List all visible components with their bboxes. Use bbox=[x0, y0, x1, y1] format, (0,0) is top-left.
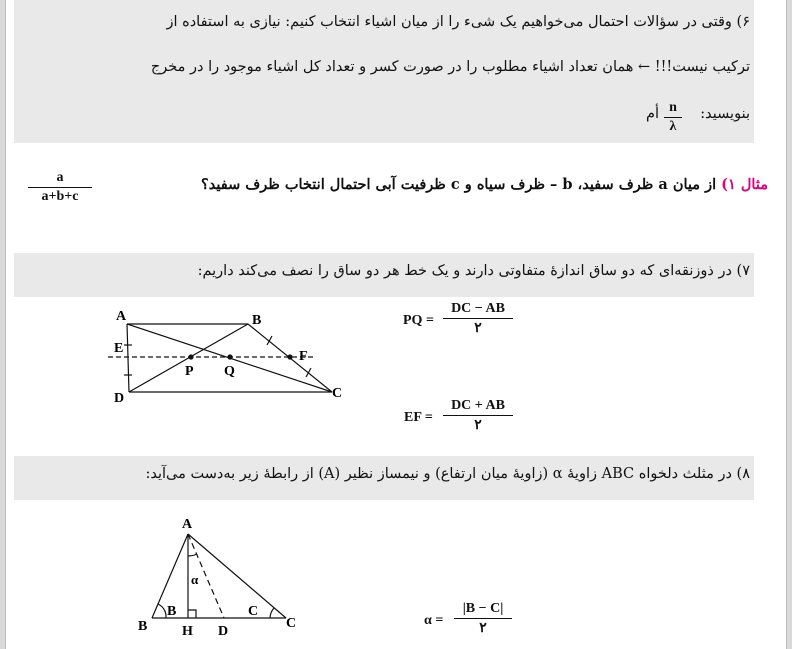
formula-ef-den: ۲ bbox=[474, 418, 482, 433]
example1-text: از میان a ظرف سفید، b – ظرف سیاه و c ظرفیت آبی احتمال انتخاب ظرف سفید؟ bbox=[201, 176, 717, 193]
point-label-e: E bbox=[114, 341, 124, 356]
formula-alpha-fraction bbox=[454, 601, 512, 637]
fraction-bar bbox=[664, 117, 682, 118]
item6-frac-den: λ bbox=[669, 119, 677, 134]
fraction-bar bbox=[443, 318, 513, 319]
point-label-b: B bbox=[252, 313, 262, 328]
angle-label-c: C bbox=[248, 604, 259, 619]
formula-alpha-lhs: α = bbox=[424, 613, 444, 628]
angle-label-alpha: α bbox=[191, 572, 199, 587]
formula-pq-lhs: PQ = bbox=[403, 313, 434, 328]
right-angle-mark bbox=[188, 610, 196, 618]
item6-fraction bbox=[664, 100, 682, 135]
formula-ef-lhs: EF = bbox=[404, 410, 433, 425]
formula-pq-num: DC − AB bbox=[451, 301, 505, 316]
formula-alpha-num: |B − C| bbox=[462, 601, 504, 616]
angle-arc-alpha bbox=[188, 554, 197, 556]
angle-label-b: B bbox=[167, 604, 177, 619]
vertex-label-a: A bbox=[182, 517, 193, 532]
formula-ef-num: DC + AB bbox=[451, 398, 505, 413]
item6-line1: ۶) وقتی در سؤالات احتمال می‌خواهیم یک شیء را از میان اشیاء انتخاب کنیم: نیازی به استفاده از bbox=[166, 14, 750, 30]
formula-pq-den: ۲ bbox=[474, 321, 482, 336]
point-f bbox=[287, 354, 292, 359]
point-label-d: D bbox=[114, 391, 125, 405]
item8-text: ۸) در مثلث دلخواه ABC زاویهٔ α (زاویهٔ میان ارتفاع) و نیمساز نظیر (A) از رابطهٔ زیر به‌دست می‌آید: bbox=[145, 466, 750, 482]
triangle-diagram bbox=[130, 510, 310, 640]
example1-frac-num: a bbox=[56, 170, 64, 185]
point-label-h: H bbox=[182, 624, 193, 639]
angle-arc-b bbox=[158, 604, 166, 618]
vertex-label-b: B bbox=[138, 619, 148, 634]
trapezoid-side-da bbox=[127, 324, 129, 392]
item6-line3: بنویسید: bbox=[700, 106, 750, 122]
fraction-bar bbox=[443, 415, 513, 416]
example1-line bbox=[100, 176, 768, 193]
formula-pq-fraction bbox=[443, 301, 513, 337]
item6-frac-num: n bbox=[669, 100, 677, 115]
trapezoid-diagram bbox=[100, 305, 360, 405]
point-label-c: C bbox=[332, 386, 343, 401]
point-label-f: F bbox=[299, 349, 308, 364]
formula-ef-fraction bbox=[443, 398, 513, 434]
formula-alpha-den: ۲ bbox=[479, 621, 487, 636]
point-label-a: A bbox=[116, 309, 127, 324]
example1-fraction bbox=[28, 170, 92, 205]
item6-suffix: أم bbox=[646, 106, 660, 122]
vertex-label-c: C bbox=[286, 616, 297, 631]
tick-mark bbox=[306, 368, 311, 377]
point-p bbox=[188, 354, 193, 359]
fraction-bar bbox=[454, 618, 512, 619]
example1-frac-den: a+b+c bbox=[41, 189, 79, 204]
point-label-q: Q bbox=[224, 364, 235, 379]
point-label-d: D bbox=[218, 624, 229, 639]
fraction-bar bbox=[28, 187, 92, 188]
point-q bbox=[227, 354, 232, 359]
angle-arc-c bbox=[270, 608, 274, 618]
item6-line2: ترکیب نیست!!! ← همان تعداد اشیاء مطلوب را در صورت کسر و تعداد کل اشیاء موجود را در مخرج bbox=[150, 59, 750, 75]
example1-label: مثال ۱) bbox=[721, 176, 768, 193]
right-frame bbox=[786, 0, 792, 649]
triangle-side-ca bbox=[188, 534, 286, 618]
point-label-p: P bbox=[185, 364, 194, 379]
item7-text: ۷) در ذوزنقه‌ای که دو ساق اندازهٔ متفاوتی دارند و یک خط هر دو ساق را نصف می‌کند داریم: bbox=[197, 263, 750, 279]
left-frame bbox=[0, 0, 6, 649]
